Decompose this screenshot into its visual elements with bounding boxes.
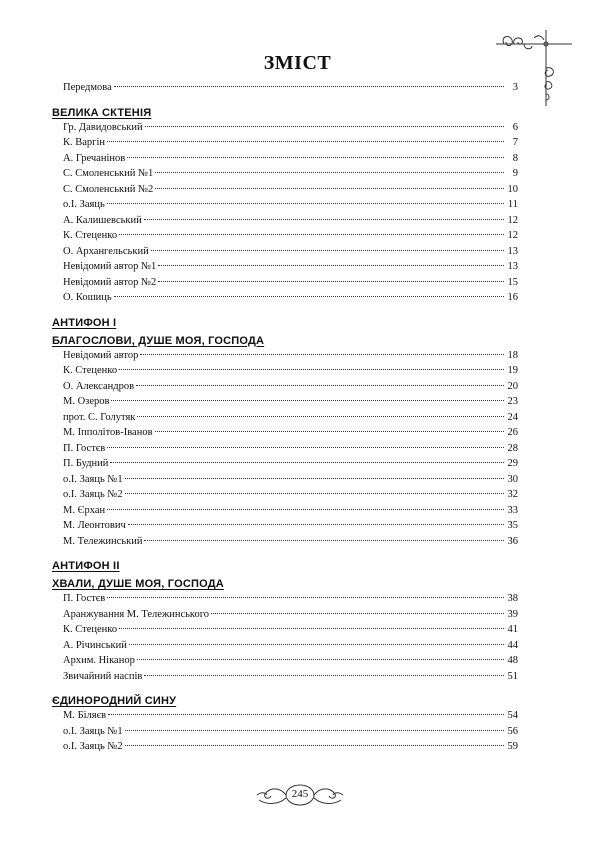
toc-entry[interactable] xyxy=(52,487,518,503)
dot-leader xyxy=(114,296,504,297)
toc-entry-page: 12 xyxy=(507,214,518,226)
toc-entry-page: 32 xyxy=(507,489,518,500)
dot-leader xyxy=(145,126,504,127)
toc-entry-page: 24 xyxy=(507,411,518,423)
toc-entry-page: 56 xyxy=(507,725,518,737)
toc-entry-page: 23 xyxy=(507,396,518,407)
toc-entry-label: А. Калишевський xyxy=(63,214,142,226)
toc-entry-page: 12 xyxy=(507,230,518,241)
toc-entry[interactable] xyxy=(52,244,518,260)
toc-entry-page: 13 xyxy=(507,261,518,272)
section-heading: ЄДИНОРОДНИЙ СИНУ xyxy=(52,695,177,707)
dot-leader xyxy=(158,265,504,266)
toc-entry[interactable] xyxy=(52,259,518,275)
toc-entry-preface[interactable] xyxy=(52,80,518,96)
dot-leader xyxy=(119,369,504,370)
toc-entry-label: М. Леонтович xyxy=(63,520,126,531)
dot-leader xyxy=(111,400,504,401)
toc-entry-page: 18 xyxy=(507,349,518,361)
toc-entry[interactable] xyxy=(52,534,518,550)
toc-section xyxy=(52,694,518,755)
toc-entry-label: Невідомий автор xyxy=(63,349,139,361)
toc-entry-label: К. Стеценко xyxy=(63,365,118,376)
toc-entry-label: Невідомий автор №1 xyxy=(63,261,157,272)
toc-entry-label: о.І. Заяць №2 xyxy=(63,741,123,752)
toc-entry-label: П. Гостєв xyxy=(63,593,106,604)
dot-leader xyxy=(108,714,504,715)
section-heading: БЛАГОСЛОВИ, ДУШЕ МОЯ, ГОСПОДА xyxy=(52,334,265,347)
toc-entry-page: 59 xyxy=(507,741,518,752)
dot-leader xyxy=(137,416,504,417)
toc-entry[interactable] xyxy=(52,166,518,182)
toc-entry-label: П. Будний xyxy=(63,458,109,469)
toc-entry-label: М. Тележинський xyxy=(63,535,143,547)
toc-entry-page: 3 xyxy=(512,82,518,93)
dot-leader xyxy=(107,509,504,510)
toc-entry[interactable] xyxy=(52,197,518,213)
toc-entry-page: 30 xyxy=(507,473,518,485)
toc-entry-page: 6 xyxy=(512,121,518,133)
dot-leader xyxy=(107,203,504,204)
dot-leader xyxy=(125,493,504,494)
toc-entry[interactable] xyxy=(52,622,518,638)
toc-entry-page: 33 xyxy=(507,504,518,516)
toc-entry-page: 35 xyxy=(507,520,518,531)
toc-entry-page: 13 xyxy=(507,245,518,257)
dot-leader xyxy=(119,234,504,235)
dot-leader xyxy=(136,385,504,386)
toc-entry[interactable] xyxy=(52,410,518,426)
dot-leader xyxy=(155,172,504,173)
toc-entry-label: прот. С. Голутяк xyxy=(63,411,136,423)
dot-leader xyxy=(144,540,504,541)
toc-entry-label: Архим. Ніканор xyxy=(63,655,135,666)
toc-entry-label: М. Озеров xyxy=(63,396,110,407)
dot-leader xyxy=(155,431,504,432)
toc-entry-page: 19 xyxy=(507,365,518,376)
page-number: 245 xyxy=(291,788,309,800)
toc-entry[interactable] xyxy=(52,425,518,441)
toc-entry-page: 8 xyxy=(512,152,518,164)
dot-leader xyxy=(127,157,504,158)
toc-entry-page: 36 xyxy=(507,535,518,547)
dot-leader xyxy=(128,524,504,525)
toc-entry-page: 48 xyxy=(507,655,518,666)
toc-entry[interactable] xyxy=(52,363,518,379)
toc-entry[interactable] xyxy=(52,182,518,198)
toc-section xyxy=(52,106,518,306)
dot-leader xyxy=(107,141,504,142)
section-heading: ХВАЛИ, ДУШЕ МОЯ, ГОСПОДА xyxy=(52,578,224,590)
toc-entry-label: П. Гостєв xyxy=(63,442,106,454)
toc-entry-page: 15 xyxy=(507,276,518,288)
toc-entry-page: 20 xyxy=(507,380,518,392)
toc-entry[interactable] xyxy=(52,135,518,151)
toc-section xyxy=(52,316,518,550)
dot-leader xyxy=(144,675,504,676)
toc-entry[interactable] xyxy=(52,591,518,607)
toc-entry-label: М. Іпполітов-Іванов xyxy=(63,427,153,438)
toc-entry-page: 11 xyxy=(507,199,518,210)
toc-entry-page: 44 xyxy=(507,639,518,651)
dot-leader xyxy=(137,659,504,660)
toc-entry[interactable] xyxy=(52,290,518,306)
dot-leader xyxy=(107,447,504,448)
toc-entry-label: Аранжування М. Тележинського xyxy=(63,608,210,620)
toc-entry-page: 54 xyxy=(507,710,518,721)
toc-entry-label: А. Гречанінов xyxy=(63,152,126,164)
toc-entry-page: 26 xyxy=(507,427,518,438)
toc-entry-label: М. Біляєв xyxy=(63,710,107,721)
dot-leader xyxy=(114,86,504,87)
toc-entry[interactable] xyxy=(52,708,518,724)
toc-entry-label: Невідомий автор №2 xyxy=(63,276,157,288)
toc-entry[interactable] xyxy=(52,638,518,654)
dot-leader xyxy=(155,188,504,189)
page-title: ЗМІСТ xyxy=(263,52,332,74)
toc-entry-page: 39 xyxy=(507,608,518,620)
dot-leader xyxy=(158,281,504,282)
toc-entry[interactable] xyxy=(52,228,518,244)
page-footer xyxy=(255,782,345,810)
toc-entry-label: О. Кошиць xyxy=(63,292,112,303)
toc-entry[interactable] xyxy=(52,120,518,136)
section-heading: АНТИФОН І xyxy=(52,316,117,329)
toc-section xyxy=(52,559,518,684)
section-heading: ВЕЛИКА СКТЕНІЯ xyxy=(52,106,152,119)
section-heading: АНТИФОН ІІ xyxy=(52,560,120,572)
toc-entry[interactable] xyxy=(52,379,518,395)
toc-entry-page: 7 xyxy=(512,137,518,148)
toc-entry-page: 10 xyxy=(507,183,518,195)
toc-entry-label: о.І. Заяць xyxy=(63,199,105,210)
toc-entry-label: Гр. Давидовський xyxy=(63,121,143,133)
toc-entry[interactable] xyxy=(52,472,518,488)
toc-entry-page: 41 xyxy=(507,624,518,635)
dot-leader xyxy=(125,478,504,479)
toc-entry-page: 9 xyxy=(512,168,518,179)
dot-leader xyxy=(144,219,504,220)
dot-leader xyxy=(151,250,504,251)
toc-entry[interactable] xyxy=(52,394,518,410)
toc-entry[interactable] xyxy=(52,669,518,685)
dot-leader xyxy=(125,730,504,731)
toc-entry-page: 38 xyxy=(507,593,518,604)
dot-leader xyxy=(125,745,504,746)
dot-leader xyxy=(119,628,504,629)
toc-entry-page: 16 xyxy=(507,292,518,303)
toc-entry-label: М. Єрхан xyxy=(63,504,106,516)
dot-leader xyxy=(107,597,504,598)
dot-leader xyxy=(129,644,504,645)
toc-entry[interactable] xyxy=(52,456,518,472)
toc-entry-label: К. Варгін xyxy=(63,137,106,148)
toc-entry-label: Передмова xyxy=(63,82,112,93)
toc-entry[interactable] xyxy=(52,441,518,457)
toc-entry[interactable] xyxy=(52,213,518,229)
toc-entry-label: о.І. Заяць №2 xyxy=(63,489,123,500)
toc-entry[interactable] xyxy=(52,275,518,291)
toc-entry[interactable] xyxy=(52,653,518,669)
dot-leader xyxy=(110,462,504,463)
dot-leader xyxy=(211,613,504,614)
toc-entry-label: А. Річинський xyxy=(63,639,127,651)
toc-entry[interactable] xyxy=(52,518,518,534)
toc-entry-label: Звичайний наспів xyxy=(63,670,143,682)
toc-entry-label: С. Смоленський №2 xyxy=(63,183,154,195)
toc-entry[interactable] xyxy=(52,607,518,623)
toc-entry-label: о.І. Заяць №1 xyxy=(63,725,123,737)
toc-entry-label: о.І. Заяць №1 xyxy=(63,473,123,485)
toc-entry-label: К. Стеценко xyxy=(63,230,118,241)
toc-entry[interactable] xyxy=(52,151,518,167)
toc-entry-label: О. Александров xyxy=(63,380,135,392)
dot-leader xyxy=(140,354,504,355)
toc-entry-page: 29 xyxy=(507,458,518,469)
toc-entry-label: К. Стеценко xyxy=(63,624,118,635)
toc-entry[interactable] xyxy=(52,739,518,755)
toc-entry-page: 28 xyxy=(507,442,518,454)
toc-entry[interactable] xyxy=(52,348,518,364)
toc-entry-label: С. Смоленський №1 xyxy=(63,168,154,179)
toc-entry-label: О. Архангельський xyxy=(63,245,149,257)
toc-entry[interactable] xyxy=(52,724,518,740)
table-of-contents xyxy=(52,80,518,755)
toc-entry[interactable] xyxy=(52,503,518,519)
toc-entry-page: 51 xyxy=(507,670,518,682)
